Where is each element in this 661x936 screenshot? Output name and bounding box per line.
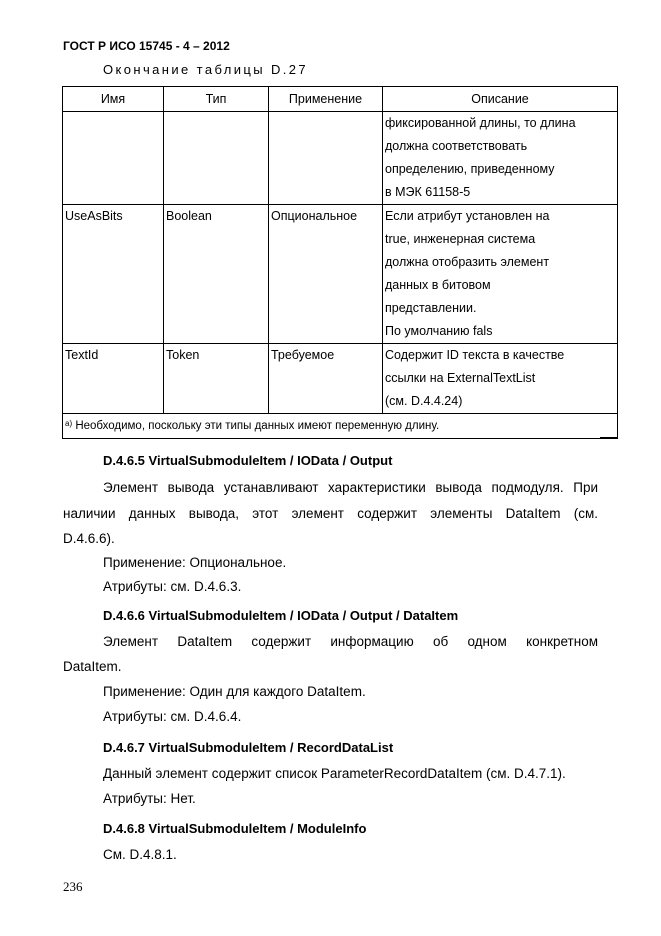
attributes-line: Атрибуты: см. D.4.6.3. [103,579,242,594]
table-row [63,205,618,344]
paragraph-line: Элемент DataItem содержит информацию об одном конкретном [103,634,598,649]
cell-name: TextId [63,344,164,414]
paragraph-line: Элемент вывода устанавливают характеристики вывода подмодуля. При [103,480,598,495]
description-line: ссылки на ExternalTextList [385,371,536,385]
section-heading-d467: D.4.6.7 VirtualSubmoduleItem / RecordDataList [103,740,394,755]
cell-usage: Требуемое [269,344,383,414]
description-line: должна отобразить элемент [385,255,550,269]
page-number: 236 [63,879,83,894]
description-line: в МЭК 61158-5 [385,185,471,199]
footnote-mark: a) [65,419,73,428]
description-line: данных в битовом [385,278,491,292]
usage-line: Применение: Один для каждого DataItem. [103,684,366,699]
table-bottom-rule [600,437,617,439]
paragraph-line: наличии данных вывода, этот элемент содержит элементы DataItem (см. [63,506,598,521]
description-line: представлении. [385,301,477,315]
table-header-row [63,87,618,112]
cell-name: UseAsBits [63,205,164,344]
section-heading-d468: D.4.6.8 VirtualSubmoduleItem / ModuleInfo [103,821,367,836]
paragraph-line: См. D.4.8.1. [103,847,177,862]
table-footnote-row [63,414,618,439]
cell-usage [269,112,383,205]
table-row [63,112,618,205]
cell-usage: Опциональное [269,205,383,344]
col-header-description: Описание [383,87,618,112]
paragraph-line: D.4.6.6). [63,531,115,546]
description-line: Если атрибут установлен на [385,209,550,223]
description-line: Содержит ID текста в качестве [385,348,565,362]
col-header-name: Имя [63,87,164,112]
cell-description [383,112,618,205]
description-line: true, инженерная система [385,232,536,246]
footnote-text: Необходимо, поскольку эти типы данных имеют переменную длину. [75,420,440,432]
description-line: По умолчанию fals [385,324,493,338]
cell-description [383,344,618,414]
description-line: определению, приведенному [385,162,555,176]
attributes-line: Атрибуты: см. D.4.6.4. [103,709,242,724]
description-line: должна соответствовать [385,139,528,153]
paragraph-line: DataItem. [63,659,122,674]
usage-line: Применение: Опциональное. [103,555,287,570]
attributes-table [62,86,618,439]
cell-name [63,112,164,205]
section-heading-d466: D.4.6.6 VirtualSubmoduleItem / IOData / Output / DataItem [103,608,459,623]
description-line: фиксированной длины, то длина [385,116,576,130]
col-header-type: Тип [164,87,269,112]
paragraph-line: Данный элемент содержит список ParameterRecordDataItem (см. D.4.7.1). [103,766,566,781]
cell-type [164,112,269,205]
description-line: (см. D.4.4.24) [385,394,463,408]
table-row [63,344,618,414]
table-footnote [63,414,618,439]
document-header: ГОСТ Р ИСО 15745 - 4 – 2012 [63,39,230,53]
attributes-line: Атрибуты: Нет. [103,791,196,806]
cell-type: Boolean [164,205,269,344]
table-caption: Окончание таблицы D.27 [103,62,309,77]
cell-type: Token [164,344,269,414]
section-heading-d465: D.4.6.5 VirtualSubmoduleItem / IOData / Output [103,453,393,468]
col-header-usage: Применение [269,87,383,112]
cell-description [383,205,618,344]
